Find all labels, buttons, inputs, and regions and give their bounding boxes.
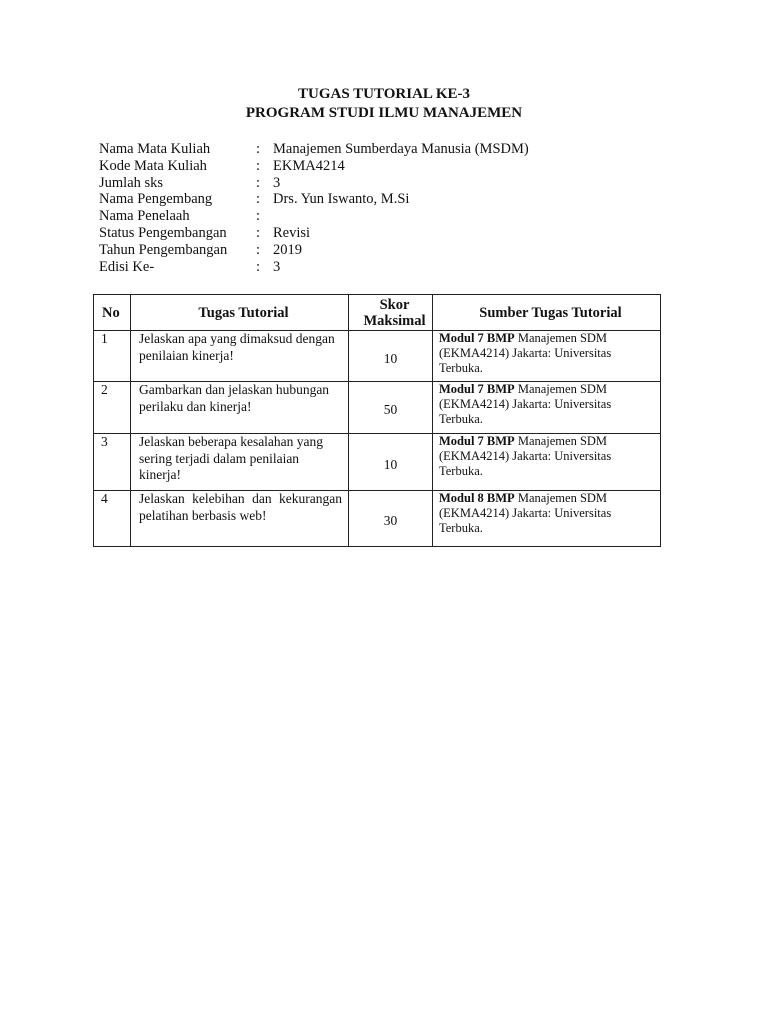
task-number: 4 xyxy=(94,491,131,547)
table-header-row xyxy=(94,295,661,331)
info-value: 3 xyxy=(273,174,281,191)
task-score: 50 xyxy=(349,382,433,434)
task-number: 3 xyxy=(94,434,131,491)
source-reference: Manajemen SDM (EKMA4214) Jakarta: Universitas Terbuka. xyxy=(439,434,612,478)
source-module: Modul 7 BMP xyxy=(439,331,515,345)
info-row-edition xyxy=(99,259,529,276)
info-row-course-code xyxy=(99,158,529,175)
task-text: Gambarkan dan jelaskan hubungan perilaku dan kinerja! xyxy=(131,382,349,434)
task-source xyxy=(433,331,661,382)
info-label: Status Pengembangan xyxy=(99,224,227,241)
task-score: 30 xyxy=(349,491,433,547)
table-row xyxy=(94,434,661,491)
task-score: 10 xyxy=(349,331,433,382)
table-row xyxy=(94,331,661,382)
task-source xyxy=(433,434,661,491)
header-source: Sumber Tugas Tutorial xyxy=(433,295,661,331)
info-value: EKMA4214 xyxy=(273,157,345,174)
task-text: Jelaskan apa yang dimaksud dengan penilaian kinerja! xyxy=(131,331,349,382)
info-separator: : xyxy=(256,191,261,208)
info-separator: : xyxy=(256,208,261,225)
info-separator: : xyxy=(256,174,261,191)
header-task: Tugas Tutorial xyxy=(131,295,349,331)
task-number: 1 xyxy=(94,331,131,382)
source-reference: Manajemen SDM (EKMA4214) Jakarta: Universitas Terbuka. xyxy=(439,382,612,426)
source-reference: Manajemen SDM (EKMA4214) Jakarta: Universitas Terbuka. xyxy=(439,331,612,375)
info-value: Drs. Yun Iswanto, M.Si xyxy=(273,191,410,208)
info-row-year xyxy=(99,242,529,259)
info-separator: : xyxy=(256,141,261,157)
info-row-course-name xyxy=(99,141,529,158)
info-value: 2019 xyxy=(273,241,302,258)
source-module: Modul 8 BMP xyxy=(439,491,515,505)
header-score-line2: Maksimal xyxy=(363,312,426,329)
header-no: No xyxy=(94,295,131,331)
info-value: 3 xyxy=(273,258,281,275)
info-separator: : xyxy=(256,157,261,174)
source-module: Modul 7 BMP xyxy=(439,382,515,396)
info-separator: : xyxy=(256,258,261,275)
source-module: Modul 7 BMP xyxy=(439,434,515,448)
task-source xyxy=(433,491,661,547)
header-score-line1: Skor xyxy=(379,296,410,313)
info-label: Jumlah sks xyxy=(99,174,164,191)
info-label: Nama Penelaah xyxy=(99,208,190,225)
source-reference: Manajemen SDM (EKMA4214) Jakarta: Universitas Terbuka. xyxy=(439,491,612,535)
task-text: Jelaskan beberapa kesalahan yang sering terjadi dalam penilaian kinerja! xyxy=(131,434,349,491)
info-label: Tahun Pengembangan xyxy=(99,241,228,258)
info-row-reviewer xyxy=(99,208,529,225)
table-row xyxy=(94,382,661,434)
info-separator: : xyxy=(256,224,261,241)
info-row-credits xyxy=(99,175,529,192)
info-label: Nama Pengembang xyxy=(99,191,213,208)
info-separator: : xyxy=(256,241,261,258)
info-label: Kode Mata Kuliah xyxy=(99,157,207,174)
info-value: Manajemen Sumberdaya Manusia (MSDM) xyxy=(273,141,529,157)
course-info xyxy=(99,141,529,275)
table-row xyxy=(94,491,661,547)
task-source xyxy=(433,382,661,434)
task-number: 2 xyxy=(94,382,131,434)
info-value: Revisi xyxy=(273,224,311,241)
task-text: Jelaskan kelebihan dan kekurangan pelatihan berbasis web! xyxy=(131,491,349,547)
header-score xyxy=(349,295,433,331)
task-score: 10 xyxy=(349,434,433,491)
document-title: TUGAS TUTORIAL KE-3 xyxy=(298,86,470,102)
tutorial-task-table xyxy=(93,294,661,547)
document-subtitle: PROGRAM STUDI ILMU MANAJEMEN xyxy=(245,105,523,121)
info-label: Nama Mata Kuliah xyxy=(99,141,211,157)
info-row-status xyxy=(99,225,529,242)
info-label: Edisi Ke- xyxy=(99,258,155,275)
info-row-developer xyxy=(99,191,529,208)
